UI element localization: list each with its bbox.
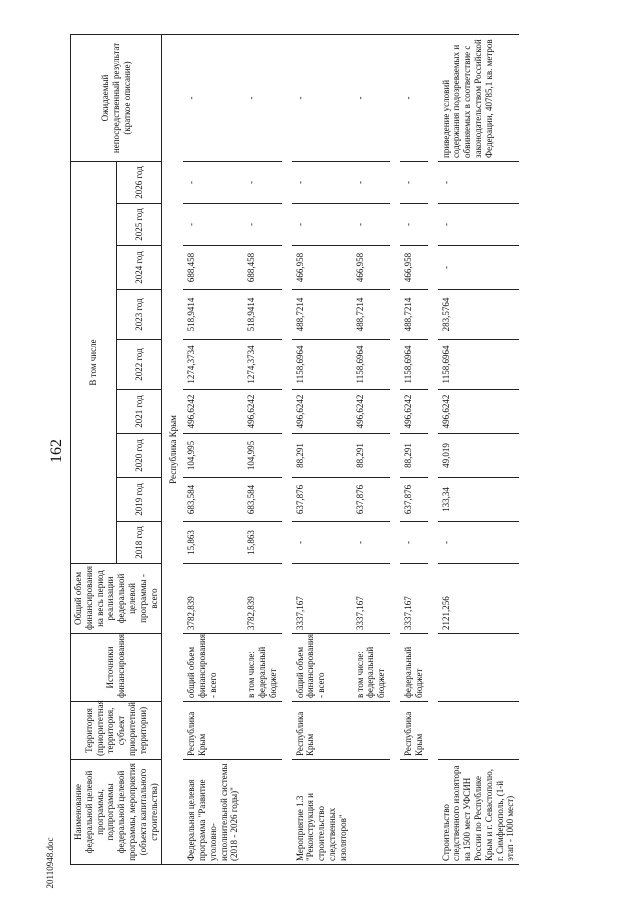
row-value: 466,958 [400,246,428,290]
header-sources: Источники финансирования [71,634,162,702]
row-total: 3782,839 [183,564,243,634]
header-year: 2025 год [116,204,162,246]
row-name: Федеральная целевая программа "Развитие уголовно-исполнительной системы (2018 - 2026 годы)" [183,760,243,865]
row-result: - [243,34,281,161]
row-value: 104,995 [183,434,243,478]
row-value: 466,958 [352,246,390,290]
footer-filename: 20110948.doc [45,837,55,889]
row-spacer [428,34,438,864]
row-value: 637,876 [352,478,390,522]
row-total: 3337,167 [292,564,352,634]
row-result: - [400,34,428,161]
row-total: 3337,167 [400,564,428,634]
row-value: 466,958 [292,246,352,290]
row-territory [243,702,281,760]
header-total: Общий объем финансирования на весь период реализации федеральной целевой программы - всего [71,564,162,634]
row-value: - [438,204,520,246]
region-label: Республика Крым [162,34,183,864]
row-sources: общий объем финансирования - всего [183,634,243,702]
row-value: - [183,161,243,203]
table-row [352,34,390,864]
row-value: 49,019 [438,434,520,478]
row-value: - [400,522,428,564]
row-territory: Республика Крым [183,702,243,760]
row-value: 88,291 [292,434,352,478]
spacer-cell [390,34,400,864]
row-sources: в том числе: федеральный бюджет [243,634,281,702]
row-value: 488,7214 [352,290,390,340]
row-value: - [352,522,390,564]
row-value: - [352,161,390,203]
row-total: 3782,839 [243,564,281,634]
row-value: - [352,204,390,246]
spacer-cell [282,34,292,864]
header-result: Ожидаемый непосредственный результат (краткое описание) [71,34,162,161]
header-year: 2018 год [116,522,162,564]
row-territory [352,702,390,760]
row-total: 2121,256 [438,564,520,634]
row-value: 88,291 [400,434,428,478]
row-sources: общий объем финансирования - всего [292,634,352,702]
table-row [183,34,243,864]
row-value: - [292,161,352,203]
row-result: - [183,34,243,161]
row-value: 518,9414 [243,290,281,340]
page-number: 162 [48,439,65,463]
row-value: 496,6242 [183,390,243,434]
row-territory: Республика Крым [400,702,428,760]
financing-table [70,34,519,865]
row-value: - [438,246,520,290]
row-value: 688,458 [183,246,243,290]
row-value: - [438,522,520,564]
row-value: 1158,6964 [400,340,428,390]
row-value: 1158,6964 [292,340,352,390]
row-territory: Республика Крым [292,702,352,760]
row-name [352,760,390,865]
row-name [243,760,281,865]
table-row [243,34,281,864]
row-value: 496,6242 [243,390,281,434]
row-value: 688,458 [243,246,281,290]
row-value: 15,863 [243,522,281,564]
row-value: - [438,161,520,203]
row-value: 88,291 [352,434,390,478]
row-value: 1158,6964 [352,340,390,390]
row-value: 1274,3734 [183,340,243,390]
row-value: 683,584 [243,478,281,522]
row-value: 518,9414 [183,290,243,340]
header-row-1 [71,34,117,864]
row-value: 496,6242 [292,390,352,434]
row-value: 637,876 [292,478,352,522]
header-year: 2026 год [116,161,162,203]
header-year: 2023 год [116,290,162,340]
row-value: - [243,161,281,203]
row-value: 488,7214 [292,290,352,340]
financing-table-rotated [70,35,640,865]
row-sources: федеральный бюджет [400,634,428,702]
table-row [438,34,520,864]
row-value: 496,6242 [352,390,390,434]
header-year: 2021 год [116,390,162,434]
row-value: - [183,204,243,246]
row-value: - [400,161,428,203]
row-result: приведение условий содержания подозреваемых и обвиняемых в соответствие с законодательством Российской Федерации, 40785,1 кв. метров [438,34,520,161]
header-name: Наименование федеральной целевой программы, подпрограммы федеральной целевой программы, мероприятия (объекта капитального строительства) [71,760,162,865]
row-sources [438,634,520,702]
row-territory [438,702,520,760]
row-sources: в том числе: федеральный бюджет [352,634,390,702]
header-year: 2020 год [116,434,162,478]
row-value: 283,5764 [438,290,520,340]
row-value: - [292,522,352,564]
region-row [162,34,183,864]
row-value: - [292,204,352,246]
row-spacer [282,34,292,864]
row-value: 683,584 [183,478,243,522]
row-result: - [292,34,352,161]
row-value: - [243,204,281,246]
row-value: 1274,3734 [243,340,281,390]
row-spacer [390,34,400,864]
row-value: 496,6242 [400,390,428,434]
row-value: 104,995 [243,434,281,478]
header-territory: Территория (приоритетная территория, субъект приоритетной территории) [71,702,162,760]
table-row [400,34,428,864]
spacer-cell [428,34,438,864]
header-year: 2024 год [116,246,162,290]
row-name [400,760,428,865]
row-value: 15,863 [183,522,243,564]
row-value: 1158,6964 [438,340,520,390]
table-row [292,34,352,864]
header-year: 2019 год [116,478,162,522]
row-value: - [400,204,428,246]
row-value: 133,34 [438,478,520,522]
row-value: 637,876 [400,478,428,522]
row-result: - [352,34,390,161]
header-year: 2022 год [116,340,162,390]
header-including: В том числе [71,161,117,563]
row-total: 3337,167 [352,564,390,634]
row-value: 488,7214 [400,290,428,340]
row-name: Строительство следственного изолятора на 1500 мест УФСИН России по Республике Крым и г. Севастополю, г. Симферополь, (1-й этап - 1000 мест) [438,760,520,865]
row-value: 496,6242 [438,390,520,434]
row-name: Мероприятие 1.3 "Реконструкция и строительство следственных изоляторов" [292,760,352,865]
